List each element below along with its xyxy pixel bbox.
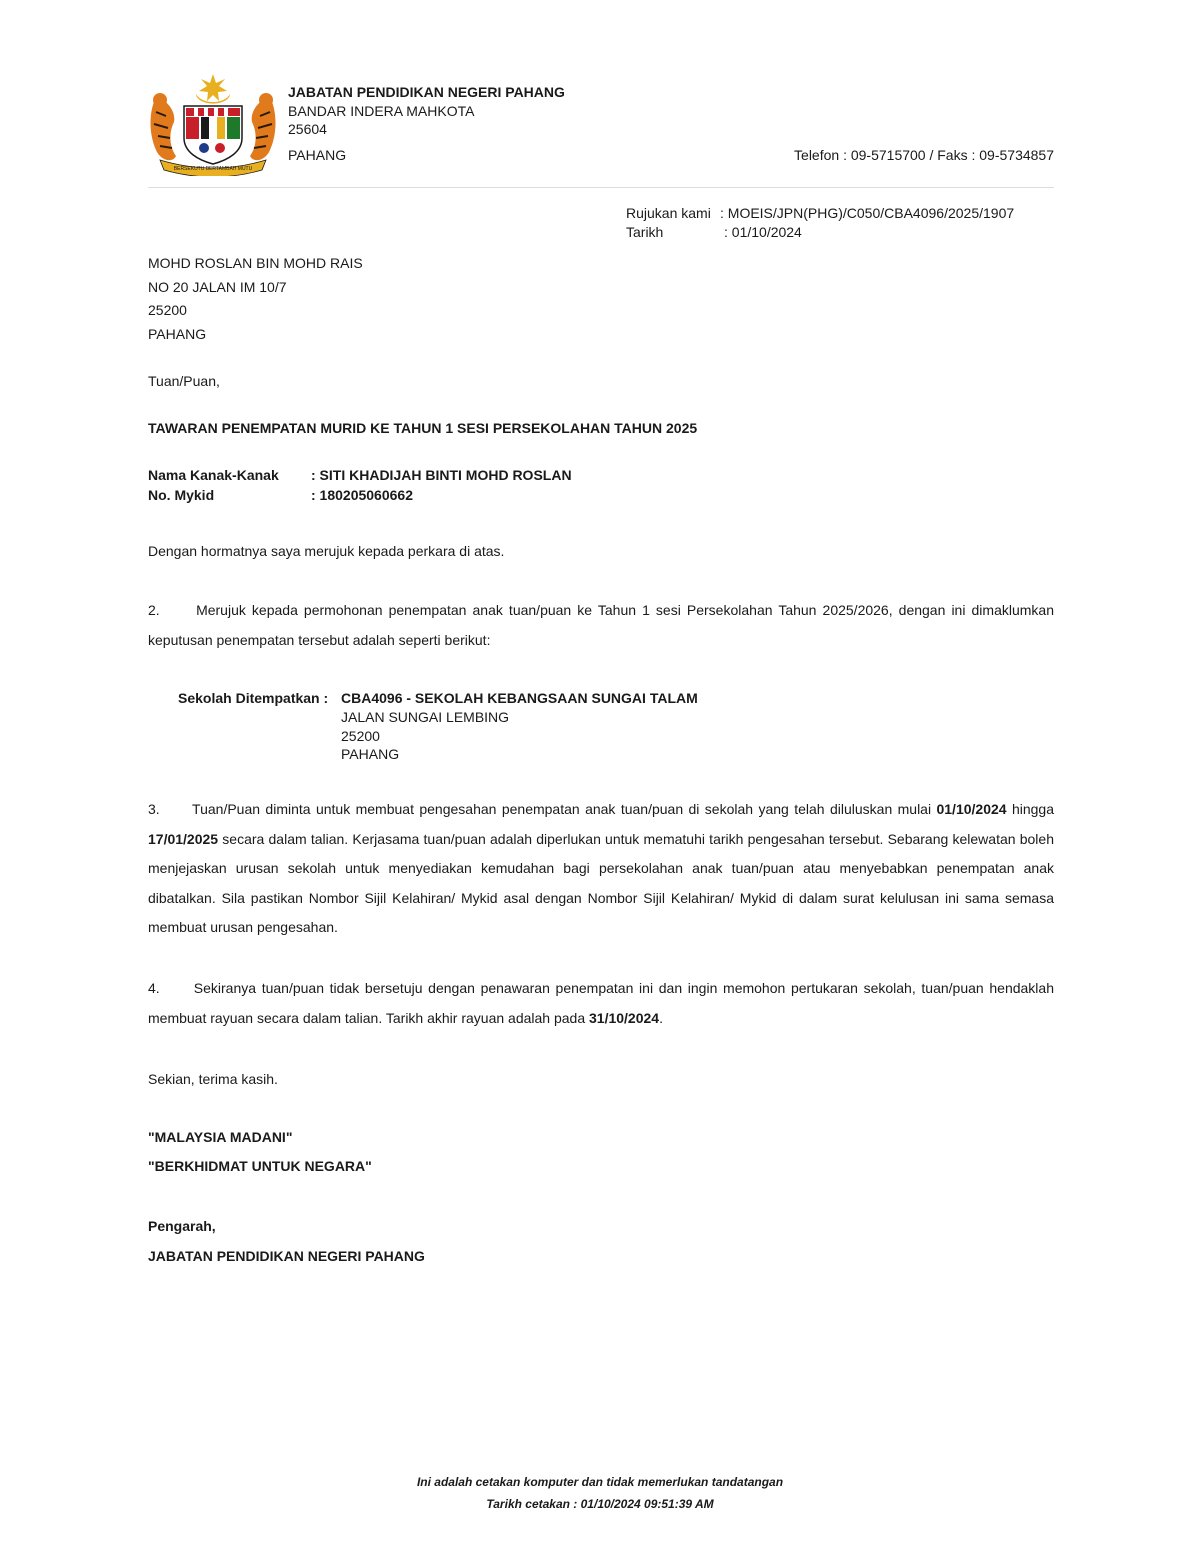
confirmation-start-date: 01/10/2024 bbox=[936, 801, 1007, 817]
student-name-label: Nama Kanak-Kanak bbox=[148, 467, 279, 483]
paragraph-3-rest: secara dalam talian. Kerjasama tuan/puan adalah diperlukan untuk mematuhi tarikh pengesahan tersebut. Sebarang kelewatan boleh menjejaskan urusan sekolah untuk menyediakan kemudahan bagi persekolahan anak tuan/puan atau menyebabkan penempatan anak dibatalkan. Sila pastikan Nombor Sijil Kelahiran/ Mykid asal dengan Nombor Sijil Kelahiran/ Mykid di dalam surat kelulusan ini sama semasa membuat urusan pengesahan. bbox=[148, 830, 1054, 935]
reference-label: Rujukan kami bbox=[626, 205, 711, 221]
recipient-state: PAHANG bbox=[148, 326, 207, 342]
footer-print-date: Tarikh cetakan : 01/10/2024 09:51:39 AM bbox=[486, 1497, 714, 1511]
salutation: Tuan/Puan, bbox=[148, 373, 220, 389]
org-address-line1: BANDAR INDERA MAHKOTA bbox=[288, 103, 475, 119]
motto-berkhidmat: "BERKHIDMAT UNTUK NEGARA" bbox=[148, 1158, 372, 1174]
svg-text:BERSEKUTU BERTAMBAH MUTU: BERSEKUTU BERTAMBAH MUTU bbox=[173, 166, 253, 172]
closing-line: Sekian, terima kasih. bbox=[148, 1071, 278, 1087]
date-label: Tarikh bbox=[626, 224, 664, 240]
paragraph-4-tail: . bbox=[659, 1009, 663, 1026]
school-state: PAHANG bbox=[341, 746, 400, 762]
school-address-line1: JALAN SUNGAI LEMBING bbox=[341, 709, 510, 725]
org-name: JABATAN PENDIDIKAN NEGERI PAHANG bbox=[288, 84, 565, 100]
reference-line bbox=[626, 204, 1014, 222]
signoff-title: Pengarah, bbox=[148, 1218, 216, 1234]
subject-line: TAWARAN PENEMPATAN MURID KE TAHUN 1 SESI PERSEKOLAHAN TAHUN 2025 bbox=[148, 420, 698, 436]
recipient-address-line1: NO 20 JALAN IM 10/7 bbox=[148, 279, 287, 295]
paragraph-3-lead: 3. Tuan/Puan diminta untuk membuat pengesahan penempatan anak tuan/puan di sekolah yang telah diluluskan mulai bbox=[148, 801, 937, 817]
footer-note: Ini adalah cetakan komputer dan tidak memerlukan tandatangan bbox=[416, 1475, 784, 1489]
header-divider bbox=[148, 187, 1054, 188]
confirmation-end-date: 17/01/2025 bbox=[148, 830, 219, 847]
date-line bbox=[626, 223, 802, 241]
school-name: CBA4096 - SEKOLAH KEBANGSAAN SUNGAI TALAM bbox=[341, 690, 698, 706]
student-id-value: : 180205060662 bbox=[311, 487, 413, 503]
school-label: Sekolah Ditempatkan : bbox=[178, 690, 329, 706]
paragraph-1: Dengan hormatnya saya merujuk kepada perkara di atas. bbox=[148, 543, 505, 559]
student-id-label: No. Mykid bbox=[148, 487, 215, 503]
paragraph-4-lead: 4. Sekiranya tuan/puan tidak bersetuju dengan penawaran penempatan ini dan ingin memohon pertukaran sekolah, tuan/puan hendaklah membuat rayuan secara dalam talian. Tarikh akhir rayuan adalah pada bbox=[148, 980, 1054, 1026]
signoff-org: JABATAN PENDIDIKAN NEGERI PAHANG bbox=[148, 1248, 425, 1264]
recipient-postcode: 25200 bbox=[148, 302, 187, 318]
org-contact: Telefon : 09-5715700 / Faks : 09-5734857 bbox=[794, 147, 1054, 163]
school-postcode: 25200 bbox=[341, 728, 380, 744]
reference-value: : MOEIS/JPN(PHG)/C050/CBA4096/2025/1907 bbox=[720, 205, 1015, 221]
paragraph-2: 2. Merujuk kepada permohonan penempatan anak tuan/puan ke Tahun 1 sesi Persekolahan Tahun 2025/2026, dengan ini dimaklumkan keputusan penempatan tersebut adalah seperti berikut: bbox=[148, 602, 1054, 648]
paragraph-4 bbox=[148, 974, 1054, 1033]
paragraph-3 bbox=[148, 795, 1054, 943]
paragraph-3-mid: hingga bbox=[1006, 801, 1055, 817]
student-name-value: : SITI KHADIJAH BINTI MOHD ROSLAN bbox=[311, 467, 572, 483]
date-value: : 01/10/2024 bbox=[724, 224, 802, 240]
org-postcode: 25604 bbox=[288, 121, 327, 137]
motto-malaysia-madani: "MALAYSIA MADANI" bbox=[148, 1129, 293, 1145]
malaysia-coat-of-arms-icon bbox=[146, 72, 280, 176]
recipient-name: MOHD ROSLAN BIN MOHD RAIS bbox=[148, 255, 363, 271]
org-state: PAHANG bbox=[288, 147, 347, 163]
appeal-deadline: 31/10/2024 bbox=[589, 1009, 660, 1026]
